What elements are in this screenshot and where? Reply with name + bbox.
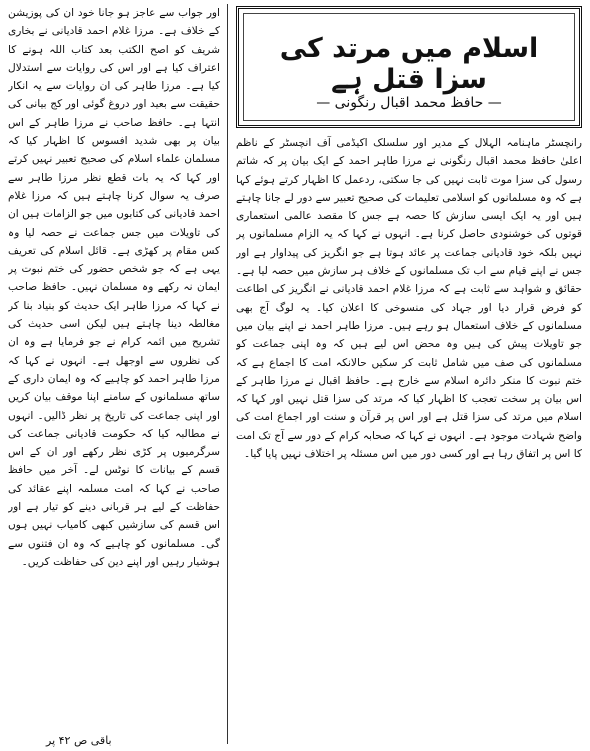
article-title: اسلام میں مرتد کی سزا قتل ہے	[279, 33, 539, 95]
continued-page-note: باقی ص ۴۲ پر	[46, 734, 112, 747]
column-divider	[227, 4, 228, 744]
article-author: — حافظ محمد اقبال رنگونی —	[316, 95, 502, 111]
text-column-right	[236, 134, 582, 751]
text-column-left	[8, 4, 220, 732]
title-box	[236, 6, 582, 128]
column-left-text: اور جواب سے عاجز ہو جانا خود ان کی پوزیشن کے خلاف ہے۔ مرزا غلام احمد قادیانی نے بخاری شریف کو اصح الکتب بعد کتاب اللہ ہونے کا اعتراف کیا ہے اور اس کی روایات سے استدلال کیا ہے۔ مرزا طاہر کی ان روایات سے یہ انکار حقیقت سے بعید اور دروغ گوئی اور کج بیانی کی انتہا ہے۔ حافظ صاحب نے مرزا طاہر کے اس بیان پر بھی شدید افسوس کا اظہار کیا کہ مسلمان علماء اسلام کی صحیح تعبیر نہیں کرتے اور کہا کہ یہ بات قطع نظر مرزا طاہر سے صرف یہ سوال کرنا چاہتے ہیں کہ مرزا غلام احمد قادیانی کی کتابوں میں جو الزامات ہیں ان کی تاویلات میں جس جماعت نے حصہ لیا وہ کس مقام پر کھڑی ہے۔ قائل اسلام کی تعریف یہی ہے کہ جو شخص حضور کی ختم نبوت پر ایمان نہ رکھے وہ مسلمان نہیں۔ حافظ صاحب نے کہا کہ مرزا طاہر ایک حدیث کو بنیاد بنا کر مغالطہ دینا چاہتے ہیں لیکن اسی حدیث کی تشریح میں ائمہ کرام نے جو فرمایا ہے وہ ان کی نظروں سے اوجھل ہے۔ انہوں نے کہا کہ مرزا طاہر احمد کو چاہیے کہ وہ ایمان داری کے ساتھ مسلمانوں کے سامنے اپنا موقف بیان کریں اور اپنی جماعت کی تاریخ پر نظر ڈالیں۔ انہوں نے مطالبہ کیا کہ حکومت قادیانی جماعت کی سرگرمیوں پر کڑی نظر رکھے اور ان کے اس قسم کے بیانات کا نوٹس لے۔ آخر میں حافظ صاحب نے کہا کہ امت مسلمہ اپنے عقائد کی حفاظت کے لیے ہر قربانی دینے کو تیار ہے اور اس قسم کی سازشیں کبھی کامیاب نہیں ہوں گی۔ مسلمانوں کو چاہیے کہ وہ ان فتنوں سے ہوشیار رہیں اور اپنے دین کی حفاظت کریں۔	[8, 7, 220, 568]
column-right-text: رانچسٹر ماہنامہ الہلال کے مدیر اور سلسلک اکیڈمی آف انچسٹر کے ناظم اعلیٰ حافظ محمد اقبال رنگونی نے مرزا طاہر احمد کے ایک بیان پر کہ شاتم رسول کی سزا موت ثابت نہیں کی جا سکتی، ردعمل کا اظہار کرتے ہوئے کہا ہے کہ وہ مسلمانوں کو اسلامی تعلیمات کی صحیح تعبیر سے دور لے جانا چاہتے ہیں اور یہ ایک ایسی سازش کا حصہ ہے جس کا مقصد عالمی استعماری قوتوں کی خوشنودی حاصل کرنا ہے۔ انہوں نے کہا کہ یہ الزام مسلمانوں پر نہیں بلکہ خود قادیانی جماعت پر عائد ہوتا ہے جو انگریز کی پیداوار ہے اور جس نے اپنے قیام سے اب تک مسلمانوں کے خلاف ہر سازش میں حصہ لیا ہے۔ حقائق و شواہد سے ثابت ہے کہ مرزا غلام احمد قادیانی نے انگریز کی اطاعت کو فرض قرار دیا اور جہاد کی منسوخی کا اعلان کیا۔ یہ لوگ آج بھی مسلمانوں کے خلاف استعمال ہو رہے ہیں۔ مرزا طاہر احمد نے اپنے بیان میں جو تاویلات پیش کی ہیں وہ محض اس لیے ہیں کہ وہ اپنی جماعت کو مسلمانوں کی صف میں شامل ثابت کر سکیں حالانکہ امت کا اجماع ہے کہ ختم نبوت کا منکر دائرہ اسلام سے خارج ہے۔ حافظ اقبال نے مرزا طاہر کے اس بیان پر سخت تعجب کا اظہار کیا کہ مرتد کی سزا قتل نہیں اور کہا کہ اسلام میں مرتد کی سزا قتل ہے اور اس پر قرآن و سنت اور اجماع امت کی واضح شہادت موجود ہے۔ انہوں نے کہا کہ صحابہ کرام کے دور سے آج تک امت کا اس پر اتفاق رہا ہے اور کسی دور میں اس مسئلہ پر اختلاف نہیں پایا گیا۔	[236, 137, 582, 461]
